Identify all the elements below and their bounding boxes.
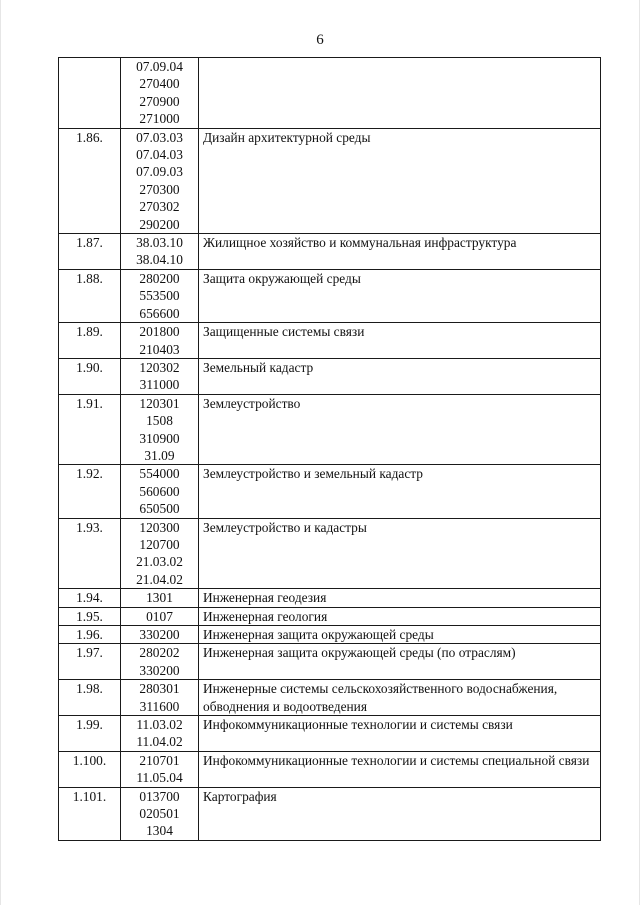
row-codes xyxy=(121,607,199,625)
row-number: 1.98. xyxy=(59,680,121,716)
table-row xyxy=(59,787,601,840)
specialty-name: Инженерные системы сельскохозяйственного водоснабжения, обводнения и водоотведения xyxy=(199,680,601,716)
table-row xyxy=(59,644,601,680)
specialty-code: 07.04.03 xyxy=(136,147,183,163)
row-number: 1.94. xyxy=(59,589,121,607)
specialty-code: 311600 xyxy=(139,698,180,714)
row-number: 1.97. xyxy=(59,644,121,680)
specialty-name: Инженерная защита окружающей среды (по отраслям) xyxy=(199,644,601,680)
specialty-code: 21.04.02 xyxy=(136,571,183,587)
row-number: 1.92. xyxy=(59,465,121,518)
table-body xyxy=(59,58,601,841)
row-codes xyxy=(121,680,199,716)
specialty-code: 013700 xyxy=(139,788,180,804)
row-codes xyxy=(121,626,199,644)
specialty-code: 280200 xyxy=(139,270,180,286)
specialty-table xyxy=(58,57,601,841)
specialty-code: 11.05.04 xyxy=(136,770,183,786)
specialty-code: 31.09 xyxy=(144,447,175,463)
specialty-code: 270400 xyxy=(139,76,180,92)
row-number: 1.96. xyxy=(59,626,121,644)
row-codes xyxy=(121,518,199,589)
left-scan-edge xyxy=(0,0,1,905)
table-row xyxy=(59,234,601,270)
row-codes xyxy=(121,716,199,752)
table-row xyxy=(59,269,601,322)
specialty-code: 270900 xyxy=(139,93,180,109)
row-codes xyxy=(121,644,199,680)
table-row xyxy=(59,394,601,465)
row-number: 1.90. xyxy=(59,358,121,394)
specialty-code: 656600 xyxy=(139,305,180,321)
table-row xyxy=(59,465,601,518)
row-number: 1.89. xyxy=(59,323,121,359)
row-number: 1.91. xyxy=(59,394,121,465)
specialty-name xyxy=(199,58,601,129)
specialty-name: Дизайн архитектурной среды xyxy=(199,128,601,233)
row-codes xyxy=(121,234,199,270)
specialty-code: 554000 xyxy=(139,466,180,482)
row-codes xyxy=(121,128,199,233)
specialty-name: Землеустройство и кадастры xyxy=(199,518,601,589)
specialty-code: 280202 xyxy=(139,645,180,661)
specialty-code: 330200 xyxy=(139,662,180,678)
row-codes xyxy=(121,58,199,129)
table-row xyxy=(59,589,601,607)
specialty-name: Картография xyxy=(199,787,601,840)
row-codes xyxy=(121,787,199,840)
specialty-code: 560600 xyxy=(139,483,180,499)
specialty-name: Защищенные системы связи xyxy=(199,323,601,359)
specialty-name: Инженерная защита окружающей среды xyxy=(199,626,601,644)
row-number xyxy=(59,58,121,129)
specialty-code: 1304 xyxy=(146,823,173,839)
row-codes xyxy=(121,269,199,322)
table-row xyxy=(59,358,601,394)
row-number: 1.95. xyxy=(59,607,121,625)
table-row xyxy=(59,751,601,787)
row-number: 1.101. xyxy=(59,787,121,840)
specialty-code: 21.03.02 xyxy=(136,554,183,570)
specialty-name: Инженерная геодезия xyxy=(199,589,601,607)
specialty-code: 330200 xyxy=(139,627,180,642)
specialty-code: 311000 xyxy=(139,377,180,393)
specialty-name: Земельный кадастр xyxy=(199,358,601,394)
specialty-code: 1508 xyxy=(146,413,173,429)
specialty-code: 210701 xyxy=(139,752,180,768)
table-row xyxy=(59,58,601,129)
specialty-name: Землеустройство и земельный кадастр xyxy=(199,465,601,518)
specialty-code: 07.09.03 xyxy=(136,164,183,180)
specialty-name: Инфокоммуникационные технологии и системы связи xyxy=(199,716,601,752)
specialty-code: 290200 xyxy=(139,216,180,232)
row-codes xyxy=(121,751,199,787)
specialty-code: 201800 xyxy=(139,324,180,340)
specialty-name: Защита окружающей среды xyxy=(199,269,601,322)
row-number: 1.87. xyxy=(59,234,121,270)
table-row xyxy=(59,716,601,752)
page-number: 6 xyxy=(316,32,324,48)
specialty-code: 38.03.10 xyxy=(136,235,183,251)
specialty-code: 07.03.03 xyxy=(136,129,183,145)
table-row xyxy=(59,323,601,359)
specialty-code: 280301 xyxy=(139,681,180,697)
row-number: 1.99. xyxy=(59,716,121,752)
row-number: 1.88. xyxy=(59,269,121,322)
table-row xyxy=(59,626,601,644)
row-codes xyxy=(121,394,199,465)
specialty-name: Инфокоммуникационные технологии и системы специальной связи xyxy=(199,751,601,787)
specialty-code: 270302 xyxy=(139,199,180,215)
row-codes xyxy=(121,358,199,394)
row-number: 1.100. xyxy=(59,751,121,787)
row-codes xyxy=(121,465,199,518)
table-row xyxy=(59,518,601,589)
specialty-code: 120302 xyxy=(139,359,180,375)
row-codes xyxy=(121,589,199,607)
specialty-code: 0107 xyxy=(146,608,173,624)
specialty-code: 310900 xyxy=(139,430,180,446)
specialty-code: 020501 xyxy=(139,806,180,822)
row-number: 1.86. xyxy=(59,128,121,233)
specialty-code: 120700 xyxy=(139,536,180,552)
row-number: 1.93. xyxy=(59,518,121,589)
specialty-code: 553500 xyxy=(139,288,180,304)
specialty-code: 271000 xyxy=(139,111,180,127)
specialty-code: 11.04.02 xyxy=(136,734,183,750)
table-row xyxy=(59,128,601,233)
table-row xyxy=(59,680,601,716)
specialty-name: Землеустройство xyxy=(199,394,601,465)
specialty-code: 1301 xyxy=(146,590,173,606)
specialty-code: 120301 xyxy=(139,395,180,411)
specialty-name: Инженерная геология xyxy=(199,607,601,625)
specialty-name: Жилищное хозяйство и коммунальная инфраструктура xyxy=(199,234,601,270)
specialty-code: 07.09.04 xyxy=(136,59,183,74)
table-row xyxy=(59,607,601,625)
specialty-code: 270300 xyxy=(139,181,180,197)
row-codes xyxy=(121,323,199,359)
specialty-code: 11.03.02 xyxy=(136,717,183,733)
specialty-code: 120300 xyxy=(139,519,180,535)
specialty-code: 650500 xyxy=(139,501,180,517)
specialty-code: 210403 xyxy=(139,341,180,357)
specialty-code: 38.04.10 xyxy=(136,252,183,268)
